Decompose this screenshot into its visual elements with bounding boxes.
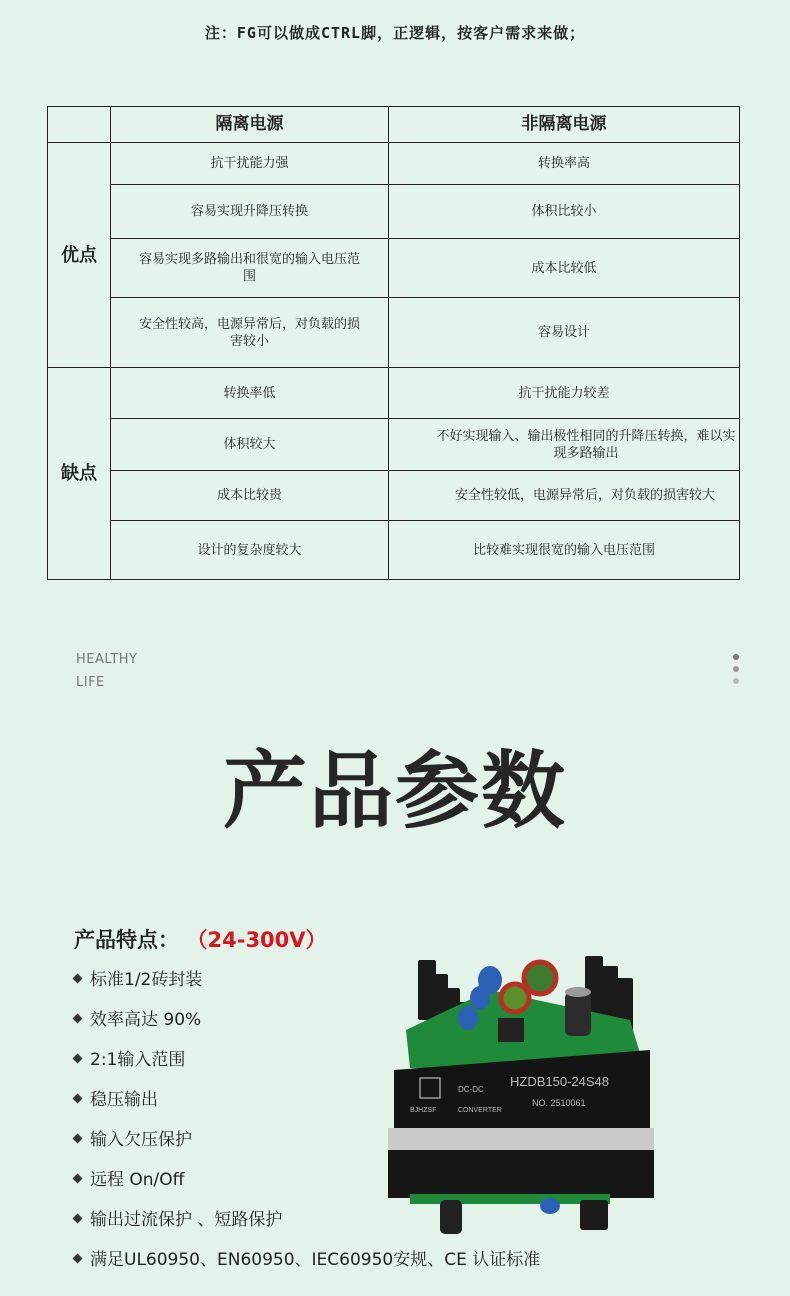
dots-indicator: [733, 654, 741, 690]
table-row: [48, 419, 740, 471]
table-cell: 容易实现升降压转换: [111, 185, 389, 239]
table-row: [48, 521, 740, 580]
header-isolated: 隔离电源: [111, 107, 389, 143]
product-model: HZDB150-24S48: [510, 1074, 609, 1089]
diamond-bullet-icon: [73, 1013, 83, 1023]
diamond-bullet-icon: [73, 1093, 83, 1103]
diamond-bullet-icon: [73, 1053, 83, 1063]
diamond-bullet-icon: [73, 1213, 83, 1223]
life-line: LIFE: [76, 675, 105, 690]
healthy-life-text: [76, 648, 138, 694]
list-item: 标准1/2砖封装: [74, 962, 540, 1002]
group-disadvantages: 缺点: [48, 368, 111, 580]
table-cell: 设计的复杂度较大: [111, 521, 389, 580]
table-cell: 体积较大: [111, 419, 389, 471]
list-item: 效率高达 90%: [74, 1002, 540, 1042]
table-cell: 不好实现输入、输出极性相同的升降压转换，难以实现多路输出: [389, 419, 740, 471]
list-item: 稳压输出: [74, 1082, 540, 1122]
table-row: [48, 298, 740, 368]
voltage-range: （24-300V）: [197, 928, 327, 952]
product-type: DC-DC: [458, 1085, 484, 1094]
table-cell: 成本比较贵: [111, 471, 389, 521]
table-cell: 比较难实现很宽的输入电压范围: [389, 521, 740, 580]
diamond-bullet-icon: [73, 1253, 83, 1263]
diamond-bullet-icon: [73, 1133, 83, 1143]
table-cell: 容易设计: [389, 298, 740, 368]
note-text: 注：FG可以做成CTRL脚，正逻辑，按客户需求来做；: [204, 24, 586, 42]
list-item: 2:1输入范围: [74, 1042, 540, 1082]
dot-icon: [733, 666, 739, 672]
list-item: 满足UL60950、EN60950、IEC60950安规、CE 认证标准: [74, 1242, 540, 1282]
table-cell: 体积比较小: [389, 185, 740, 239]
header-nonisolated: 非隔离电源: [389, 107, 740, 143]
product-image: [380, 950, 660, 1240]
section-title: 产品参数: [222, 741, 567, 840]
table-cell: 抗干扰能力较差: [389, 368, 740, 419]
diamond-bullet-icon: [73, 973, 83, 983]
product-serial: NO. 2510061: [532, 1098, 586, 1108]
table-cell: 容易实现多路输出和很宽的输入电压范围: [111, 239, 389, 298]
list-item: 输出过流保护 、短路保护: [74, 1202, 540, 1242]
healthy-line: HEALTHY: [76, 652, 138, 667]
list-item: 输入欠压保护: [74, 1122, 540, 1162]
diamond-bullet-icon: [73, 1173, 83, 1183]
comparison-section: [0, 0, 784, 614]
table-row: [48, 143, 740, 185]
table-row: [48, 185, 740, 239]
dot-icon: [733, 654, 739, 660]
table-row: [48, 239, 740, 298]
list-item: 远程 On/Off: [74, 1162, 540, 1202]
table-cell: 安全性较低，电源异常后，对负载的损害较大: [389, 471, 740, 521]
table-row: [48, 471, 740, 521]
table-cell: 抗干扰能力强: [111, 143, 389, 185]
table-cell: 成本比较低: [389, 239, 740, 298]
product-converter: CONVERTER: [458, 1107, 502, 1114]
table-cell: 安全性较高，电源异常后，对负载的损害较小: [111, 298, 389, 368]
product-brand: BJHZSF: [410, 1107, 437, 1114]
comparison-table: [47, 106, 740, 580]
table-cell: 转换率低: [111, 368, 389, 419]
features-title-text: 产品特点：: [74, 928, 179, 952]
dot-icon: [733, 678, 739, 684]
table-header-row: [48, 107, 740, 143]
features-title: [74, 924, 327, 954]
header-blank: [48, 107, 111, 143]
group-advantages: 优点: [48, 143, 111, 368]
table-row: [48, 368, 740, 419]
table-cell: 转换率高: [389, 143, 740, 185]
